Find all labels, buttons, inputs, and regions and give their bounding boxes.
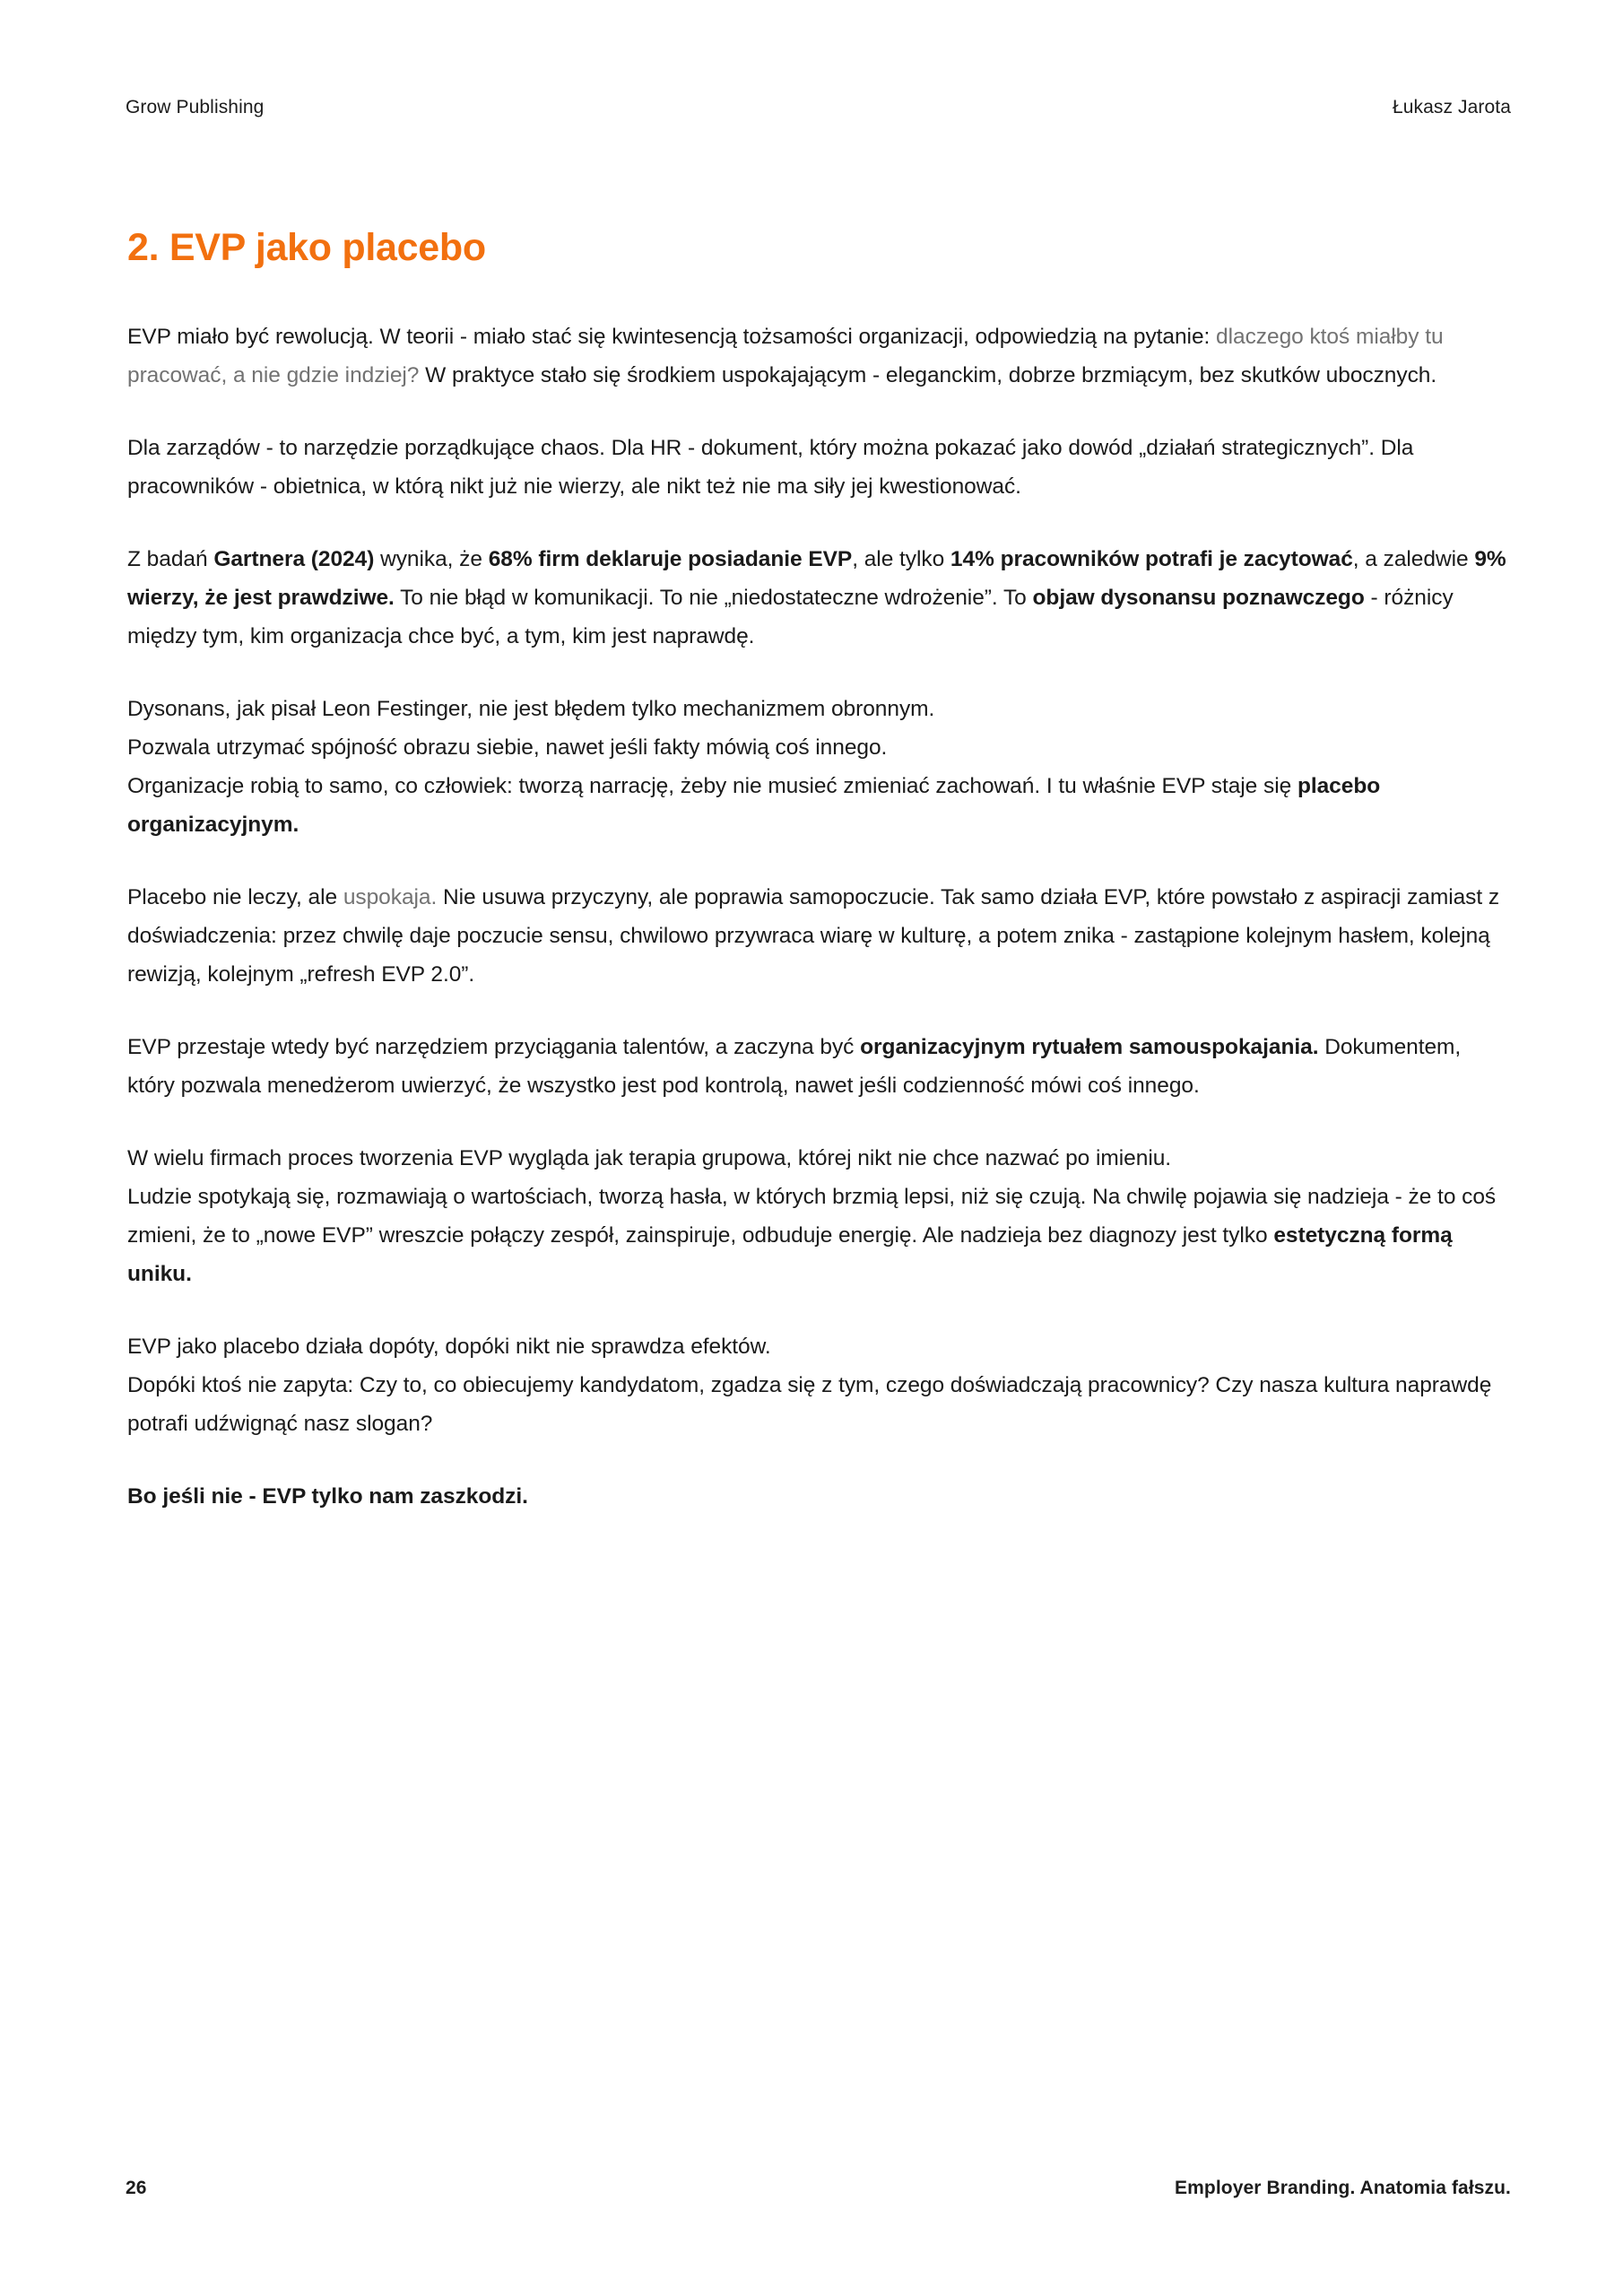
body-paragraph xyxy=(127,878,1513,994)
emphasis-bold: organizacyjnym rytuałem samouspokajania. xyxy=(860,1035,1319,1060)
emphasis-bold: placebo organizacyjnym. xyxy=(127,774,1381,838)
body-paragraph xyxy=(127,317,1513,395)
text-run: Placebo nie leczy, ale xyxy=(127,885,343,910)
text-run: EVP jako placebo działa dopóty, dopóki nikt nie sprawdza efektów. xyxy=(127,1335,771,1360)
text-run: Nie usuwa przyczyny, ale poprawia samopoczucie. Tak samo działa EVP, które powstało z aspiracji zamiast z doświadczenia: przez chwilę daje poczucie sensu, chwilowo przywraca wiarę w kulturę, a potem znika - zastąpione kolejnym hasłem, kolejną rewizją, kolejnym „refresh EVP 2.0”. xyxy=(127,885,1500,987)
emphasis-bold: Gartnera (2024) xyxy=(213,547,375,572)
text-run: To nie błąd w komunikacji. To nie „niedostateczne wdrożenie”. To xyxy=(394,586,1033,611)
body-paragraph xyxy=(127,1028,1513,1105)
page-footer xyxy=(126,2178,1511,2199)
emphasis-bold: 14% pracowników potrafi je zacytować xyxy=(950,547,1353,572)
text-run: - różnicy między tym, kim organizacja chce być, a tym, kim jest naprawdę. xyxy=(127,586,1454,649)
body-text xyxy=(127,317,1513,1516)
emphasis-bold: estetyczną formą uniku. xyxy=(127,1223,1453,1287)
text-run: Organizacje robią to samo, co człowiek: tworzą narrację, żeby nie musieć zmieniać zachowań. I tu właśnie EVP staje się xyxy=(127,774,1298,799)
text-run: Dysonans, jak pisał Leon Festinger, nie jest błędem tylko mechanizmem obronnym. xyxy=(127,697,935,722)
text-run: Dla zarządów - to narzędzie porządkujące chaos. Dla HR - dokument, który można pokazać jako dowód „działań strategicznych”. Dla pracowników - obietnica, w którą nikt już nie wierzy, ale nikt też nie ma siły jej kwestionować. xyxy=(127,436,1414,500)
text-run: EVP przestaje wtedy być narzędziem przyciągania talentów, a zaczyna być xyxy=(127,1035,861,1060)
text-run: EVP miało być rewolucją. W teorii - miało stać się kwintesencją tożsamości organizacji, odpowiedzią na pytanie: xyxy=(127,325,1217,350)
body-paragraph xyxy=(127,690,1513,844)
footer-book-title: Employer Branding. Anatomia fałszu. xyxy=(1175,2178,1511,2198)
text-run: , a zaledwie xyxy=(1352,547,1475,572)
emphasis-bold: Bo jeśli nie - EVP tylko nam zaszkodzi. xyxy=(127,1484,528,1509)
text-run: W praktyce stało się środkiem uspokajającym - eleganckim, dobrze brzmiącym, bez skutków ubocznych. xyxy=(419,363,1437,388)
text-run: Z badań xyxy=(127,547,214,572)
emphasis-bold: 68% firm deklaruje posiadanie EVP xyxy=(488,547,853,572)
body-paragraph xyxy=(127,1139,1513,1293)
text-run: Ludzie spotykają się, rozmawiają o wartościach, tworzą hasła, w których brzmią lepsi, niż się czują. Na chwilę pojawia się nadzieja - że to coś zmieni, że to „nowe EVP” wreszcie połączy zespół, zainspiruje, odbuduje energię. Ale nadzieja bez diagnozy jest tylko xyxy=(127,1185,1497,1248)
text-run: W wielu firmach proces tworzenia EVP wygląda jak terapia grupowa, której nikt nie chce nazwać po imieniu. xyxy=(127,1146,1172,1171)
page-title: 2. EVP jako placebo xyxy=(127,226,486,269)
running-head-publisher: Grow Publishing xyxy=(126,97,265,117)
body-paragraph xyxy=(127,540,1513,656)
body-paragraph xyxy=(127,1477,1513,1516)
emphasis-muted: dlaczego ktoś miałby tu pracować, a nie gdzie indziej? xyxy=(127,325,1444,388)
emphasis-muted: uspokaja. xyxy=(343,885,438,910)
body-paragraph xyxy=(127,1327,1513,1443)
text-run: Dopóki ktoś nie zapyta: Czy to, co obiecujemy kandydatom, zgadza się z tym, czego doświadczają pracownicy? Czy nasza kultura naprawdę potrafi udźwignąć nasz slogan? xyxy=(127,1373,1492,1437)
running-head-author: Łukasz Jarota xyxy=(1392,97,1511,117)
text-run: Dokumentem, który pozwala menedżerom uwierzyć, że wszystko jest pod kontrolą, nawet jeśli codzienność mówi coś innego. xyxy=(127,1035,1462,1099)
page-content xyxy=(127,226,1513,1516)
running-head xyxy=(126,97,1511,118)
page-number: 26 xyxy=(126,2178,147,2198)
text-run: Pozwala utrzymać spójność obrazu siebie, nawet jeśli fakty mówią coś innego. xyxy=(127,735,888,761)
text-run: wynika, że xyxy=(374,547,489,572)
emphasis-bold: 9% wierzy, że jest prawdziwe. xyxy=(127,547,1506,611)
text-run: , ale tylko xyxy=(852,547,950,572)
emphasis-bold: objaw dysonansu poznawczego xyxy=(1032,586,1365,611)
body-paragraph xyxy=(127,429,1513,506)
